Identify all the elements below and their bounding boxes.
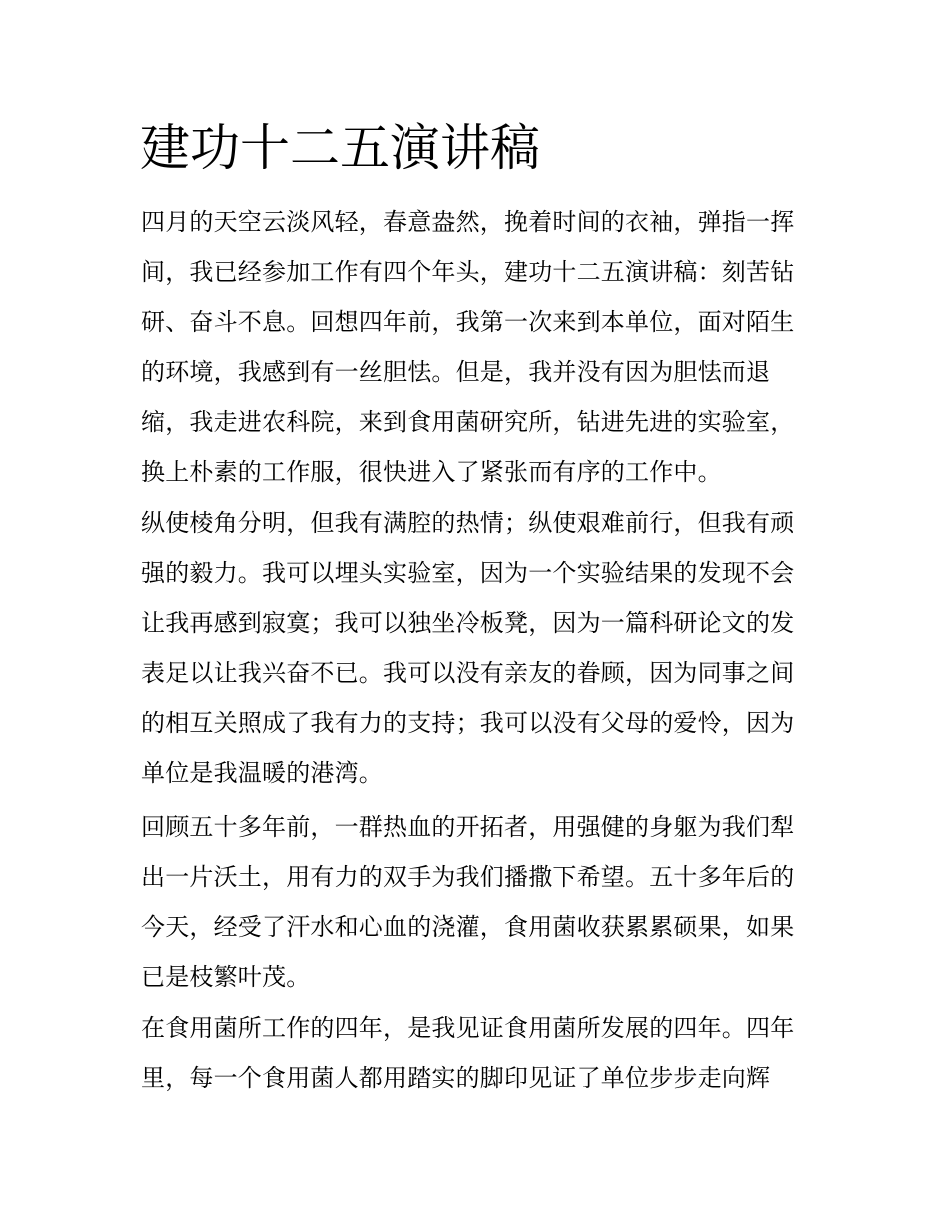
- paragraph-2-line-1: 纵使棱角分明，但我有满腔的热情；纵使艰难前行，但我有顽: [141, 509, 795, 537]
- document-title: 建功十二五演讲稿: [140, 119, 540, 177]
- paragraph-1-line-2: 间，我已经参加工作有四个年头，建功十二五演讲稿：刻苦钻: [141, 258, 795, 286]
- paragraph-1-line-4: 的环境，我感到有一丝胆怯。但是，我并没有因为胆怯而退: [141, 358, 771, 386]
- paragraph-1-line-3: 研、奋斗不息。回想四年前，我第一次来到本单位，面对陌生: [141, 308, 795, 336]
- paragraph-3-line-3: 今天，经受了汗水和心血的浇灌，食用菌收获累累硕果，如果: [141, 913, 795, 941]
- paragraph-1-line-5: 缩，我走进农科院，来到食用菌研究所，钻进先进的实验室，: [141, 408, 795, 436]
- paragraph-2-line-3: 让我再感到寂寞；我可以独坐冷板凳，因为一篇科研论文的发: [141, 609, 795, 637]
- paragraph-2-line-2: 强的毅力。我可以埋头实验室，因为一个实验结果的发现不会: [141, 559, 795, 587]
- paragraph-4-line-1: 在食用菌所工作的四年，是我见证食用菌所发展的四年。四年: [141, 1014, 795, 1042]
- paragraph-1-line-6: 换上朴素的工作服，很快进入了紧张而有序的工作中。: [141, 458, 722, 486]
- paragraph-2-line-5: 的相互关照成了我有力的支持；我可以没有父母的爱怜，因为: [141, 709, 795, 737]
- paragraph-4-line-2: 里，每一个食用菌人都用踏实的脚印见证了单位步步走向辉: [141, 1064, 771, 1092]
- paragraph-3-line-2: 出一片沃土，用有力的双手为我们播撒下希望。五十多年后的: [141, 863, 795, 891]
- paragraph-2-line-6: 单位是我温暖的港湾。: [141, 759, 383, 787]
- paragraph-1-line-1: 四月的天空云淡风轻，春意盎然，挽着时间的衣袖，弹指一挥: [141, 208, 795, 236]
- paragraph-3-line-4: 已是枝繁叶茂。: [141, 963, 311, 991]
- paragraph-2-line-4: 表足以让我兴奋不已。我可以没有亲友的眷顾，因为同事之间: [141, 659, 795, 687]
- paragraph-3-line-1: 回顾五十多年前，一群热血的开拓者，用强健的身躯为我们犁: [141, 813, 795, 841]
